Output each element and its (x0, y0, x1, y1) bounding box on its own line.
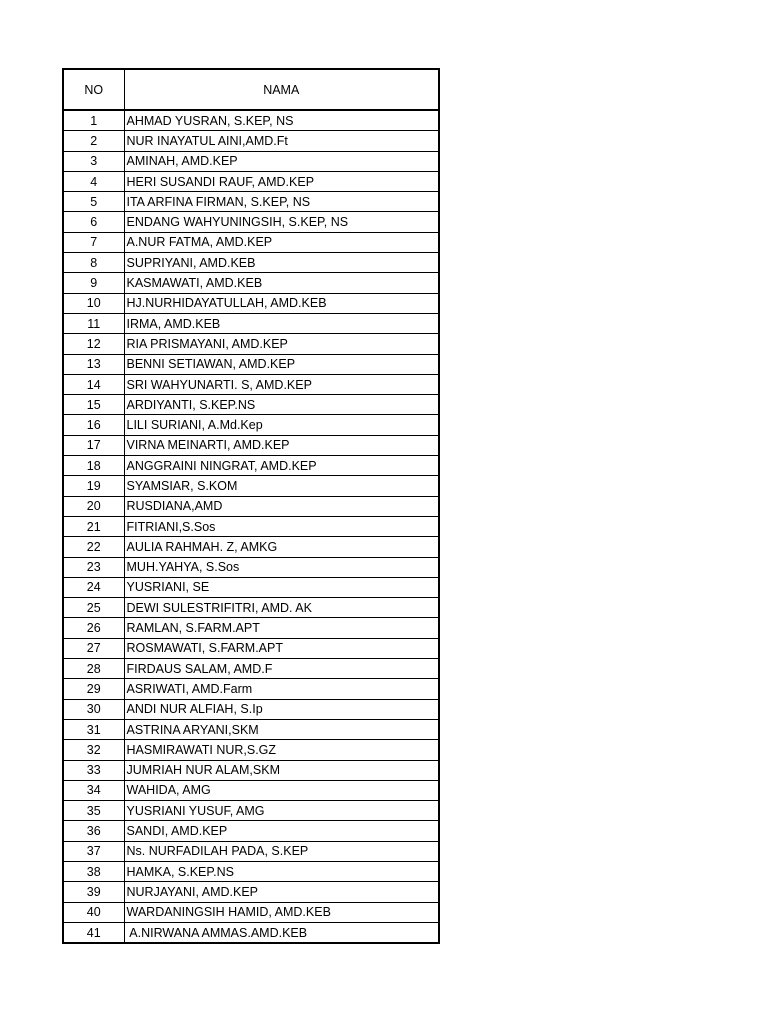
row-number: 16 (63, 415, 124, 435)
table-row (63, 537, 439, 557)
row-name: ITA ARFINA FIRMAN, S.KEP, NS (124, 192, 439, 212)
row-number: 37 (63, 841, 124, 861)
row-number: 19 (63, 476, 124, 496)
row-number: 33 (63, 760, 124, 780)
row-number: 25 (63, 598, 124, 618)
row-name: ASTRINA ARYANI,SKM (124, 719, 439, 739)
row-name: VIRNA MEINARTI, AMD.KEP (124, 435, 439, 455)
row-number: 41 (63, 922, 124, 943)
table-row (63, 476, 439, 496)
table-row (63, 882, 439, 902)
row-number: 17 (63, 435, 124, 455)
row-number: 4 (63, 171, 124, 191)
table-row (63, 435, 439, 455)
row-number: 21 (63, 516, 124, 536)
row-number: 24 (63, 577, 124, 597)
row-name: ASRIWATI, AMD.Farm (124, 679, 439, 699)
row-name: ANDI NUR ALFIAH, S.Ip (124, 699, 439, 719)
table-row (63, 861, 439, 881)
row-number: 29 (63, 679, 124, 699)
row-name: JUMRIAH NUR ALAM,SKM (124, 760, 439, 780)
row-name: HASMIRAWATI NUR,S.GZ (124, 740, 439, 760)
table-row (63, 110, 439, 131)
row-name: WAHIDA, AMG (124, 780, 439, 800)
header-nama: NAMA (124, 69, 439, 110)
row-name: AMINAH, AMD.KEP (124, 151, 439, 171)
row-number: 31 (63, 719, 124, 739)
table-row (63, 618, 439, 638)
row-number: 11 (63, 313, 124, 333)
table-row (63, 821, 439, 841)
header-no: NO (63, 69, 124, 110)
row-name: SYAMSIAR, S.KOM (124, 476, 439, 496)
table-row (63, 354, 439, 374)
table-row (63, 598, 439, 618)
row-number: 13 (63, 354, 124, 374)
table-row (63, 273, 439, 293)
table-row (63, 719, 439, 739)
table-row (63, 131, 439, 151)
row-name: RUSDIANA,AMD (124, 496, 439, 516)
table-row (63, 456, 439, 476)
row-name: RIA PRISMAYANI, AMD.KEP (124, 334, 439, 354)
table-row (63, 374, 439, 394)
row-number: 22 (63, 537, 124, 557)
row-name: KASMAWATI, AMD.KEB (124, 273, 439, 293)
header-row (63, 69, 439, 110)
row-number: 26 (63, 618, 124, 638)
row-name: NUR INAYATUL AINI,AMD.Ft (124, 131, 439, 151)
table-row (63, 902, 439, 922)
table-row (63, 313, 439, 333)
row-name: DEWI SULESTRIFITRI, AMD. AK (124, 598, 439, 618)
table-row (63, 760, 439, 780)
table-row (63, 496, 439, 516)
row-number: 14 (63, 374, 124, 394)
table-row (63, 922, 439, 943)
row-name: ARDIYANTI, S.KEP.NS (124, 395, 439, 415)
table-row (63, 293, 439, 313)
row-name: SANDI, AMD.KEP (124, 821, 439, 841)
table-row (63, 699, 439, 719)
table-row (63, 659, 439, 679)
row-number: 34 (63, 780, 124, 800)
row-name: A.NIRWANA AMMAS.AMD.KEB (124, 922, 439, 943)
row-name: AULIA RAHMAH. Z, AMKG (124, 537, 439, 557)
table-row (63, 334, 439, 354)
row-name: HAMKA, S.KEP.NS (124, 861, 439, 881)
row-number: 23 (63, 557, 124, 577)
table-row (63, 253, 439, 273)
row-name: LILI SURIANI, A.Md.Kep (124, 415, 439, 435)
row-number: 2 (63, 131, 124, 151)
table-row (63, 740, 439, 760)
row-number: 6 (63, 212, 124, 232)
table-row (63, 415, 439, 435)
table-row (63, 577, 439, 597)
row-name: BENNI SETIAWAN, AMD.KEP (124, 354, 439, 374)
table-row (63, 151, 439, 171)
row-name: SUPRIYANI, AMD.KEB (124, 253, 439, 273)
row-name: AHMAD YUSRAN, S.KEP, NS (124, 110, 439, 131)
row-name: MUH.YAHYA, S.Sos (124, 557, 439, 577)
table-row (63, 192, 439, 212)
row-name: HERI SUSANDI RAUF, AMD.KEP (124, 171, 439, 191)
row-name: SRI WAHYUNARTI. S, AMD.KEP (124, 374, 439, 394)
row-name: ROSMAWATI, S.FARM.APT (124, 638, 439, 658)
row-number: 7 (63, 232, 124, 252)
row-name: A.NUR FATMA, AMD.KEP (124, 232, 439, 252)
row-number: 3 (63, 151, 124, 171)
row-number: 9 (63, 273, 124, 293)
row-number: 36 (63, 821, 124, 841)
row-name: RAMLAN, S.FARM.APT (124, 618, 439, 638)
row-number: 38 (63, 861, 124, 881)
row-number: 10 (63, 293, 124, 313)
row-name: Ns. NURFADILAH PADA, S.KEP (124, 841, 439, 861)
row-name: FITRIANI,S.Sos (124, 516, 439, 536)
row-name: FIRDAUS SALAM, AMD.F (124, 659, 439, 679)
row-number: 5 (63, 192, 124, 212)
row-name: YUSRIANI, SE (124, 577, 439, 597)
row-name: NURJAYANI, AMD.KEP (124, 882, 439, 902)
row-name: ENDANG WAHYUNINGSIH, S.KEP, NS (124, 212, 439, 232)
row-number: 15 (63, 395, 124, 415)
row-name: ANGGRAINI NINGRAT, AMD.KEP (124, 456, 439, 476)
table-row (63, 212, 439, 232)
table-row (63, 638, 439, 658)
table-row (63, 679, 439, 699)
table-row (63, 557, 439, 577)
table-row (63, 516, 439, 536)
row-number: 39 (63, 882, 124, 902)
table-header (63, 69, 439, 110)
row-number: 20 (63, 496, 124, 516)
row-name: IRMA, AMD.KEB (124, 313, 439, 333)
row-number: 27 (63, 638, 124, 658)
row-number: 1 (63, 110, 124, 131)
table-row (63, 171, 439, 191)
table-row (63, 780, 439, 800)
row-number: 40 (63, 902, 124, 922)
row-number: 12 (63, 334, 124, 354)
table-body (63, 110, 439, 943)
row-number: 32 (63, 740, 124, 760)
row-name: YUSRIANI YUSUF, AMG (124, 801, 439, 821)
row-number: 8 (63, 253, 124, 273)
row-number: 28 (63, 659, 124, 679)
staff-table (62, 68, 440, 944)
row-name: HJ.NURHIDAYATULLAH, AMD.KEB (124, 293, 439, 313)
row-number: 18 (63, 456, 124, 476)
table-row (63, 232, 439, 252)
row-number: 30 (63, 699, 124, 719)
table-row (63, 395, 439, 415)
row-name: WARDANINGSIH HAMID, AMD.KEB (124, 902, 439, 922)
row-number: 35 (63, 801, 124, 821)
table-row (63, 841, 439, 861)
table-row (63, 801, 439, 821)
